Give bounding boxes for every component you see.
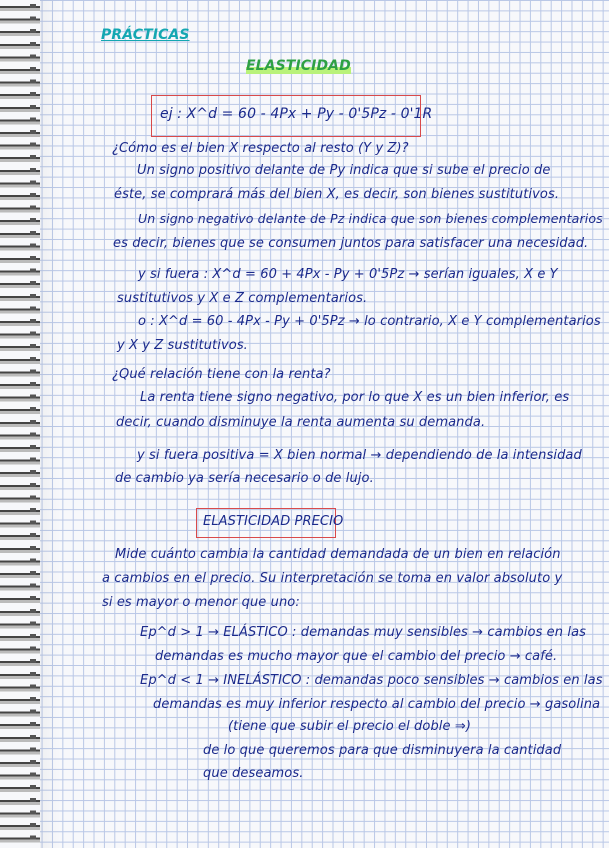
price-elasticity-heading: ELASTICIDAD PRECIO: [203, 514, 344, 529]
inelastic-line: de lo que queremos para que disminuyera la cantidad: [203, 743, 562, 758]
q2-line: de cambio ya sería necesario o de lujo.: [115, 471, 374, 486]
q2-line: decir, cuando disminuye la renta aumenta su demanda.: [116, 415, 486, 430]
q1-line: es decir, bienes que se consumen juntos para satisfacer una necesidad.: [113, 236, 589, 251]
elastic-line: Ep^d > 1 → ELÁSTICO : demandas muy sensibles → cambios en las: [140, 625, 587, 640]
inelastic-line: Ep^d < 1 → INELÁSTICO : demandas poco sensibles → cambios en las: [140, 673, 603, 688]
q1-alt-line: y X y Z sustitutivos.: [117, 338, 248, 353]
intro-line: Mide cuánto cambia la cantidad demandada de un bien en relación: [115, 547, 561, 562]
q1-alt-line: sustitutivos y X e Z complementarios.: [117, 291, 368, 306]
q1-alt-line: y si fuera : X^d = 60 + 4Px - Py + 0'5Pz → serían iguales, X e Y: [138, 267, 558, 282]
inelastic-line: demandas es muy inferior respecto al cambio del precio → gasolina: [153, 697, 601, 712]
q1-line: éste, se comprará más del bien X, es decir, son bienes sustitutivos.: [114, 187, 560, 202]
q1-line: Un signo negativo delante de Pz indica que son bienes complementarios: [138, 211, 603, 226]
question-1: ¿Cómo es el bien X respecto al resto (Y y Z)?: [112, 141, 409, 156]
q1-alt-line: o : X^d = 60 - 4Px - Py + 0'5Pz → lo contrario, X e Y complementarios: [138, 314, 601, 329]
q2-line: La renta tiene signo negativo, por lo que X es un bien inferior, es: [140, 390, 570, 405]
elastic-line: demandas es mucho mayor que el cambio del precio → café.: [155, 649, 558, 664]
inelastic-line: que deseamos.: [203, 766, 304, 781]
intro-line: si es mayor o menor que uno:: [102, 595, 300, 610]
q1-line: Un signo positivo delante de Py indica que si sube el precio de: [137, 163, 551, 178]
question-2: ¿Qué relación tiene con la renta?: [112, 367, 331, 382]
equation: ej : X^d = 60 - 4Px + Py - 0'5Pz - 0'1R: [160, 106, 433, 122]
page-title: ELASTICIDAD: [246, 58, 351, 74]
intro-line: a cambios en el precio. Su interpretación se toma en valor absoluto y: [102, 571, 563, 586]
q2-line: y si fuera positiva = X bien normal → dependiendo de la intensidad: [137, 448, 582, 463]
section-heading: PRÁCTICAS: [101, 27, 190, 43]
inelastic-line: (tiene que subir el precio el doble ⇒): [228, 719, 472, 734]
